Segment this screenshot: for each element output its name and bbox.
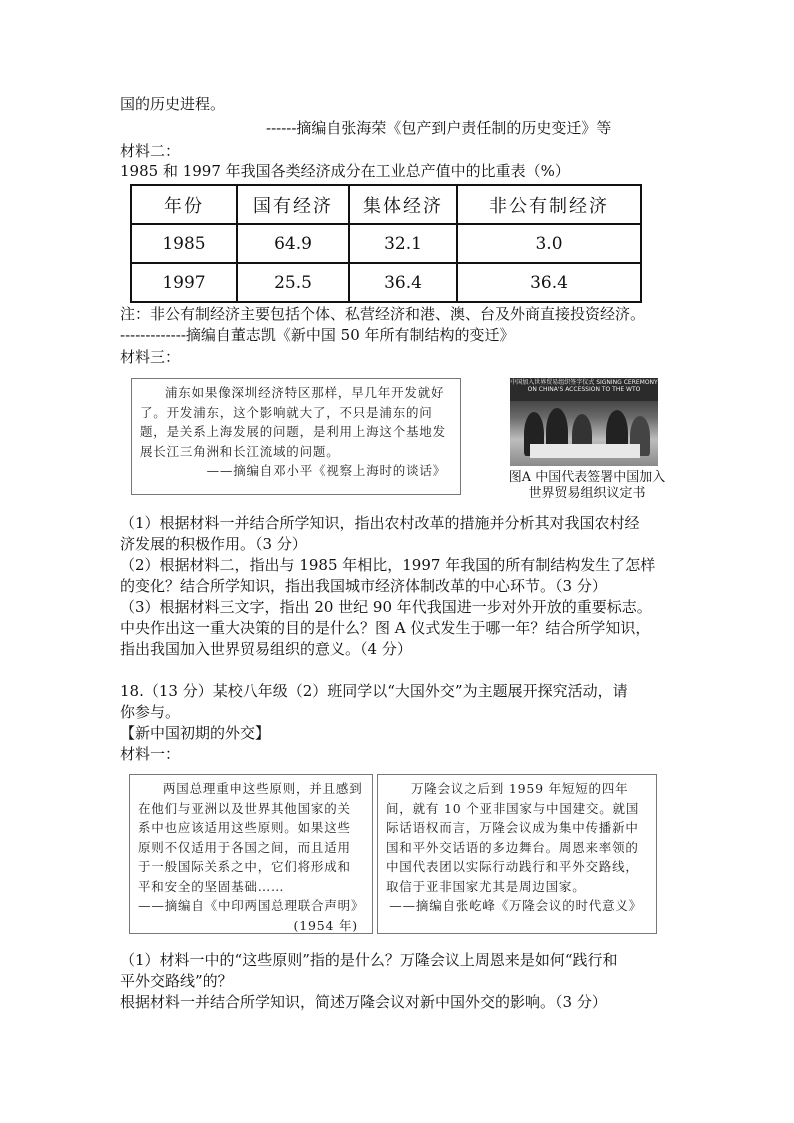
quote-text: 两国总理重申这些原则，并且感到在他们与亚洲以及世界其他国家的关系中也应该适用这些原则。如果这些原则不仅适用于各国之间，而且适用于一般国际关系之中，它们将形成和平和安全的坚固基础……: [138, 781, 363, 894]
caption-line-2: 世界贸易组织议定书: [528, 486, 646, 501]
question-18-intro-line-2: 你参与。: [120, 703, 181, 721]
economy-share-table: [130, 184, 642, 303]
table-cell: 36.4: [457, 263, 641, 302]
quote-citation: ——摘编自张屹峰《万隆会议的时代意义》: [389, 898, 642, 913]
material-1-label: 材料一：: [120, 745, 181, 763]
quote-box-bandung: [377, 774, 657, 934]
photo-signing-table: [530, 444, 640, 458]
table-row: [131, 224, 641, 263]
continued-text: 国的历史进程。: [120, 95, 226, 113]
table-cell: 1985: [131, 224, 237, 263]
table-header-cell: 非公有制经济: [457, 185, 641, 224]
question-17-1-line-2: 济发展的积极作用。（3 分）: [120, 535, 307, 553]
question-17-3-line-3: 指出我国加入世界贸易组织的意义。（4 分）: [120, 640, 412, 658]
question-18-1-line-3: 根据材料一并结合所学知识，简述万隆会议对新中国外交的影响。（3 分）: [120, 993, 607, 1011]
section-heading: 【新中国初期的外交】: [120, 724, 271, 742]
quote-text: 万隆会议之后到 1959 年短短的四年间，就有 10 个亚非国家与中国建交。就国际话语权而言，万隆会议成为集中传播新中国和平外交话语的多边舞台。周恩来率领的中国代表团以实际行动践行和平外交路线，取信于亚非国家尤其是周边国家。: [386, 781, 640, 894]
caption-line-1: 图A 中国代表签署中国加入: [508, 470, 666, 485]
question-18-1-line-1: （1）材料一中的“这些原则”指的是什么？万隆会议上周恩来是如何“践行和: [120, 951, 618, 969]
table-row: [131, 263, 641, 302]
table-note: 注：非公有制经济主要包括个体、私营经济和港、澳、台及外商直接投资经济。: [120, 305, 646, 323]
question-18-1-line-2: 平外交路线”的？: [120, 972, 233, 990]
table-title: 1985 和 1997 年我国各类经济成分在工业总产值中的比重表（%）: [120, 162, 570, 180]
source-citation-1: ------摘编自张海荣《包产到户责任制的历史变迁》等: [266, 119, 612, 137]
question-17-2-line-2: 的变化？结合所学知识，指出我国城市经济体制改革的中心环节。（3 分）: [120, 577, 607, 595]
material-2-label: 材料二：: [120, 142, 181, 160]
table-header-cell: 年份: [131, 185, 237, 224]
quote-citation: ——摘编自《中印两国总理联合声明》(1954 年): [138, 898, 358, 933]
quote-box-sino-indian: [129, 774, 373, 934]
question-17-3-line-1: （3）根据材料三文字，指出 20 世纪 90 年代我国进一步对外开放的重要标志。: [120, 598, 652, 616]
table-cell: 64.9: [237, 224, 349, 263]
table-cell: 32.1: [349, 224, 457, 263]
table-header-cell: 国有经济: [237, 185, 349, 224]
table-cell: 25.5: [237, 263, 349, 302]
table-cell: 36.4: [349, 263, 457, 302]
question-17-2-line-1: （2）根据材料二，指出与 1985 年相比，1997 年我国的所有制结构发生了怎样: [120, 556, 656, 574]
photo-caption: [497, 470, 677, 502]
table-header-cell: 集体经济: [349, 185, 457, 224]
quote-citation: ——摘编自邓小平《视察上海时的谈话》: [206, 463, 446, 478]
question-17-1-line-1: （1）根据材料一并结合所学知识，指出农村改革的措施并分析其对我国农村经: [120, 514, 640, 532]
photo-banner-text: 中国加入世界贸易组织签字仪式 SIGNING CEREMONY ON CHINA'S ACCESSION TO THE WTO: [510, 378, 658, 401]
table-cell: 3.0: [457, 224, 641, 263]
question-18-intro-line-1: 18.（13 分）某校八年级（2）班同学以“大国外交”为主题展开探究活动，请: [120, 682, 628, 700]
material-3-label: 材料三：: [120, 348, 181, 366]
table-cell: 1997: [131, 263, 237, 302]
table-header-row: [131, 185, 641, 224]
wto-signing-photo: [510, 378, 658, 466]
quote-box-pudong: [131, 378, 461, 495]
source-citation-2: -------------摘编自董志凯《新中国 50 年所有制结构的变迁》: [120, 326, 515, 344]
question-17-3-line-2: 中央作出这一重大决策的目的是什么？图 A 仪式发生于哪一年？结合所学知识，: [120, 619, 651, 637]
quote-text: 浦东如果像深圳经济特区那样，早几年开发就好了。开发浦东，这个影响就大了，不只是浦东的问题，是关系上海发展的问题，是利用上海这个基地发展长江三角洲和长江流域的问题。: [140, 385, 446, 459]
